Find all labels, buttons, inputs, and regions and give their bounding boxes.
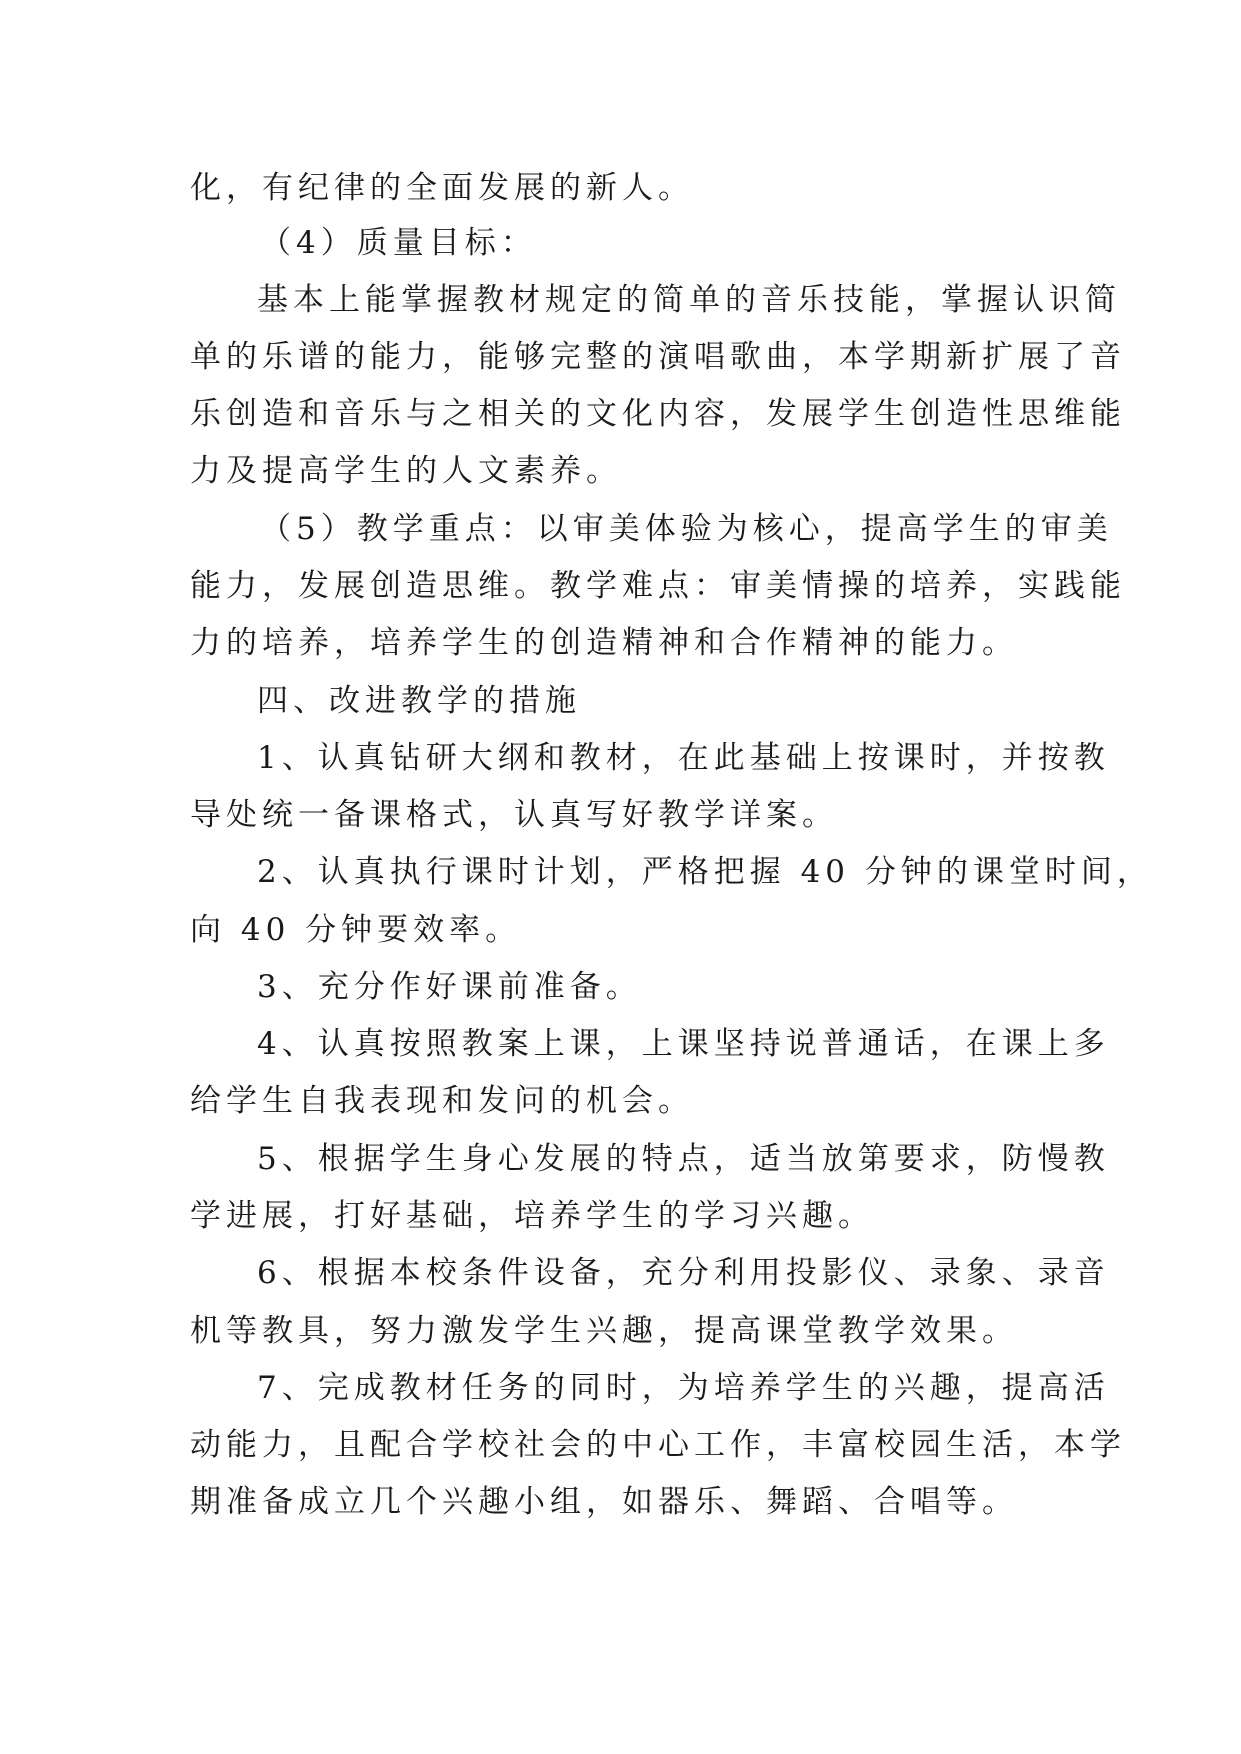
text-line: 向 40 分钟要效率。 bbox=[190, 912, 522, 948]
section-heading-improvement-measures: 四、改进教学的措施 bbox=[257, 683, 581, 719]
text-line: 力及提高学生的人文素养。 bbox=[190, 453, 622, 489]
text-line: 导处统一备课格式，认真写好教学详案。 bbox=[190, 797, 838, 833]
list-item-5: 5、根据学生身心发展的特点，适当放第要求，防慢教 bbox=[257, 1141, 1110, 1177]
list-item-6: 6、根据本校条件设备，充分利用投影仪、录象、录音 bbox=[257, 1255, 1110, 1291]
list-item-3: 3、充分作好课前准备。 bbox=[257, 969, 642, 1005]
text-line: 单的乐谱的能力，能够完整的演唱歌曲，本学期新扩展了音 bbox=[190, 339, 1126, 375]
text-line: 学进展，打好基础，培养学生的学习兴趣。 bbox=[190, 1198, 874, 1234]
text-line: （5）教学重点：以审美体验为核心，提高学生的审美 bbox=[260, 511, 1113, 547]
list-item-4: 4、认真按照教案上课，上课坚持说普通话，在课上多 bbox=[257, 1026, 1110, 1062]
text-line: 化，有纪律的全面发展的新人。 bbox=[190, 170, 694, 206]
text-line: 机等教具，努力激发学生兴趣，提高课堂教学效果。 bbox=[190, 1313, 1018, 1349]
text-line: 动能力，且配合学校社会的中心工作，丰富校园生活，本学 bbox=[190, 1427, 1126, 1463]
text-line: 能力，发展创造思维。教学难点：审美情操的培养，实践能 bbox=[190, 568, 1126, 604]
text-line: 基本上能掌握教材规定的简单的音乐技能，掌握认识简 bbox=[257, 282, 1121, 318]
list-item-2: 2、认真执行课时计划，严格把握 40 分钟的课堂时间， bbox=[257, 854, 1153, 890]
text-line: 乐创造和音乐与之相关的文化内容，发展学生创造性思维能 bbox=[190, 396, 1126, 432]
text-line: 力的培养，培养学生的创造精神和合作精神的能力。 bbox=[190, 625, 1018, 661]
list-item-1: 1、认真钻研大纲和教材，在此基础上按课时，并按教 bbox=[257, 740, 1110, 776]
section-heading-quality-goals: （4）质量目标： bbox=[260, 225, 537, 261]
text-line: 期准备成立几个兴趣小组，如器乐、舞蹈、合唱等。 bbox=[190, 1484, 1018, 1520]
text-line: 给学生自我表现和发问的机会。 bbox=[190, 1083, 694, 1119]
list-item-7: 7、完成教材任务的同时，为培养学生的兴趣，提高活 bbox=[257, 1370, 1110, 1406]
